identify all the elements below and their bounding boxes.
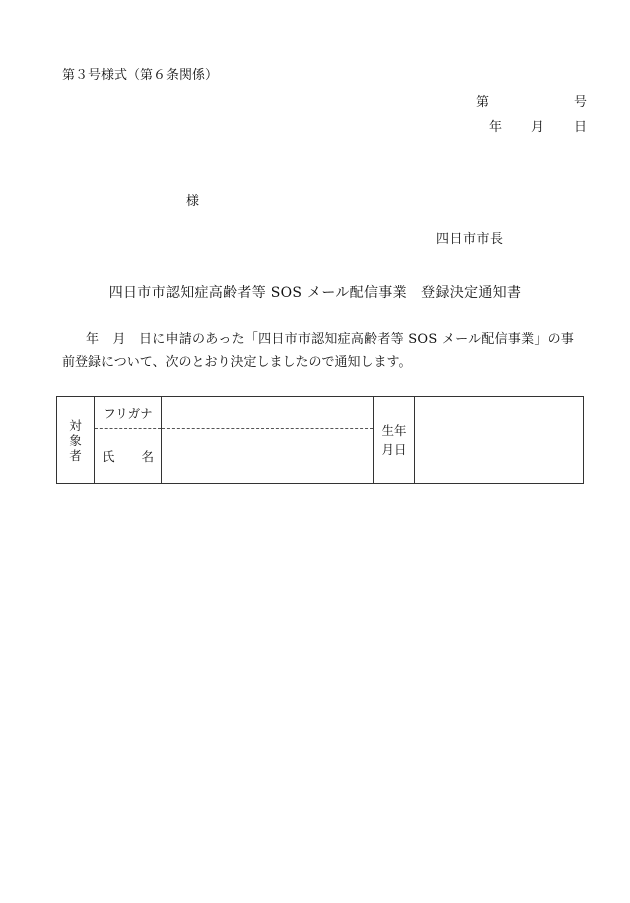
subject-table: [56, 396, 584, 484]
body-line-1: 年 月 日に申請のあった「四日市市認知症高齢者等 SOS メール配信事業」の事: [86, 332, 575, 347]
body-text: [62, 328, 590, 374]
form-number: 第３号様式（第６条関係）: [62, 68, 219, 83]
date-day-label: 日: [573, 120, 587, 135]
document-title: 四日市市認知症高齢者等 SOS メール配信事業 登録決定通知書: [108, 285, 522, 301]
name-label-given: 名: [141, 449, 154, 464]
furigana-input-cell[interactable]: [162, 397, 374, 429]
name-label-cell: [95, 429, 162, 484]
furigana-label-cell: [95, 397, 162, 429]
subject-label: 対象者: [69, 417, 82, 463]
document-number-prefix: 第: [476, 95, 490, 110]
furigana-row: [57, 397, 584, 429]
issuer: 四日市市長: [436, 232, 504, 247]
recipient-honorific: 様: [186, 194, 200, 209]
name-input-cell[interactable]: [162, 429, 374, 484]
date-year-label: 年: [489, 120, 503, 135]
furigana-label: フリガナ: [103, 405, 153, 421]
birth-label-cell: [374, 397, 415, 484]
name-label: [102, 447, 154, 465]
name-label-family: 氏: [102, 449, 115, 464]
body-line-2: 前登録について、次のとおり決定しましたので通知します。: [62, 355, 412, 370]
subject-label-cell: [57, 397, 95, 484]
birth-date-input-cell[interactable]: [415, 397, 584, 484]
date-month-label: 月: [531, 120, 545, 135]
document-number-suffix: 号: [573, 95, 587, 110]
birth-label: 生年月日: [381, 423, 407, 457]
